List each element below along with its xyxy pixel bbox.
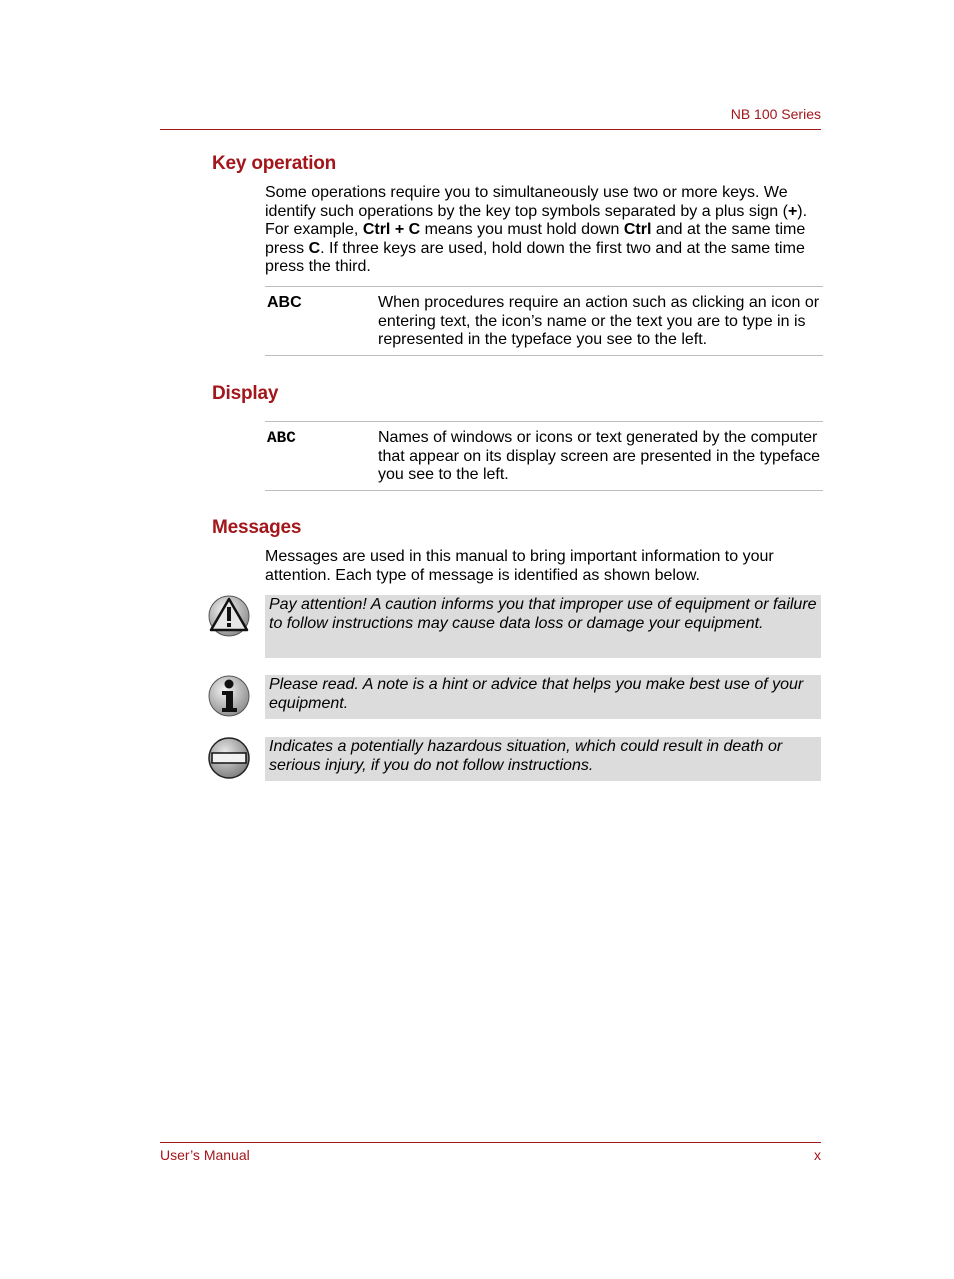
messages-paragraph: Messages are used in this manual to bring important information to your attention. Each type of message is identified as shown below. — [265, 548, 774, 584]
caution-message — [265, 595, 821, 658]
convention-term: ABC — [267, 294, 302, 311]
section-heading-messages: Messages — [212, 517, 302, 538]
convention-row-input — [265, 286, 823, 356]
convention-description: Names of windows or icons or text generated by the computer that appear on its display screen are presented in the typeface you see to the left. — [378, 429, 821, 484]
page-number: x — [814, 1147, 821, 1163]
caution-icon — [207, 594, 251, 638]
paragraph-text: means you must hold down — [420, 221, 624, 239]
key-operation-paragraph — [265, 184, 821, 277]
footer-rule — [160, 1142, 821, 1143]
convention-row-display — [265, 421, 823, 491]
note-message — [265, 675, 821, 719]
key-symbol: + — [787, 202, 798, 220]
key-symbol: C — [308, 239, 321, 257]
section-heading-display: Display — [212, 383, 279, 404]
convention-term: ABC — [267, 429, 296, 447]
convention-description: When procedures require an action such as clicking an icon or entering text, the icon’s name or the text you are to type in is represented in the typeface you see to the left. — [378, 294, 820, 349]
footer-manual-title: User’s Manual — [160, 1147, 250, 1163]
note-text: Please read. A note is a hint or advice that helps you make best use of your equipment. — [269, 676, 804, 712]
paragraph-text: Some operations require you to simultaneously use two or more keys. We identify such operations by the key top symbols separated by a plus sign ( — [265, 184, 788, 220]
running-header: NB 100 Series — [730, 106, 821, 122]
warning-message — [265, 737, 821, 781]
paragraph-text: ). For example, — [265, 202, 808, 239]
paragraph-text: and at the same time press — [265, 221, 806, 257]
paragraph-text: . If three keys are used, hold down the first two and at the same time press the third. — [265, 239, 805, 276]
warning-icon — [207, 736, 251, 780]
key-symbol: Ctrl + C — [362, 221, 421, 239]
note-icon — [207, 674, 251, 718]
warning-text: Indicates a potentially hazardous situation, which could result in death or serious injury, if you do not follow instructions. — [269, 738, 783, 774]
section-heading-key-operation: Key operation — [212, 153, 337, 174]
header-rule — [160, 129, 821, 130]
caution-text: Pay attention! A caution informs you that improper use of equipment or failure to follow instructions may cause data loss or damage your equipment. — [269, 596, 817, 632]
key-symbol: Ctrl — [623, 221, 652, 239]
